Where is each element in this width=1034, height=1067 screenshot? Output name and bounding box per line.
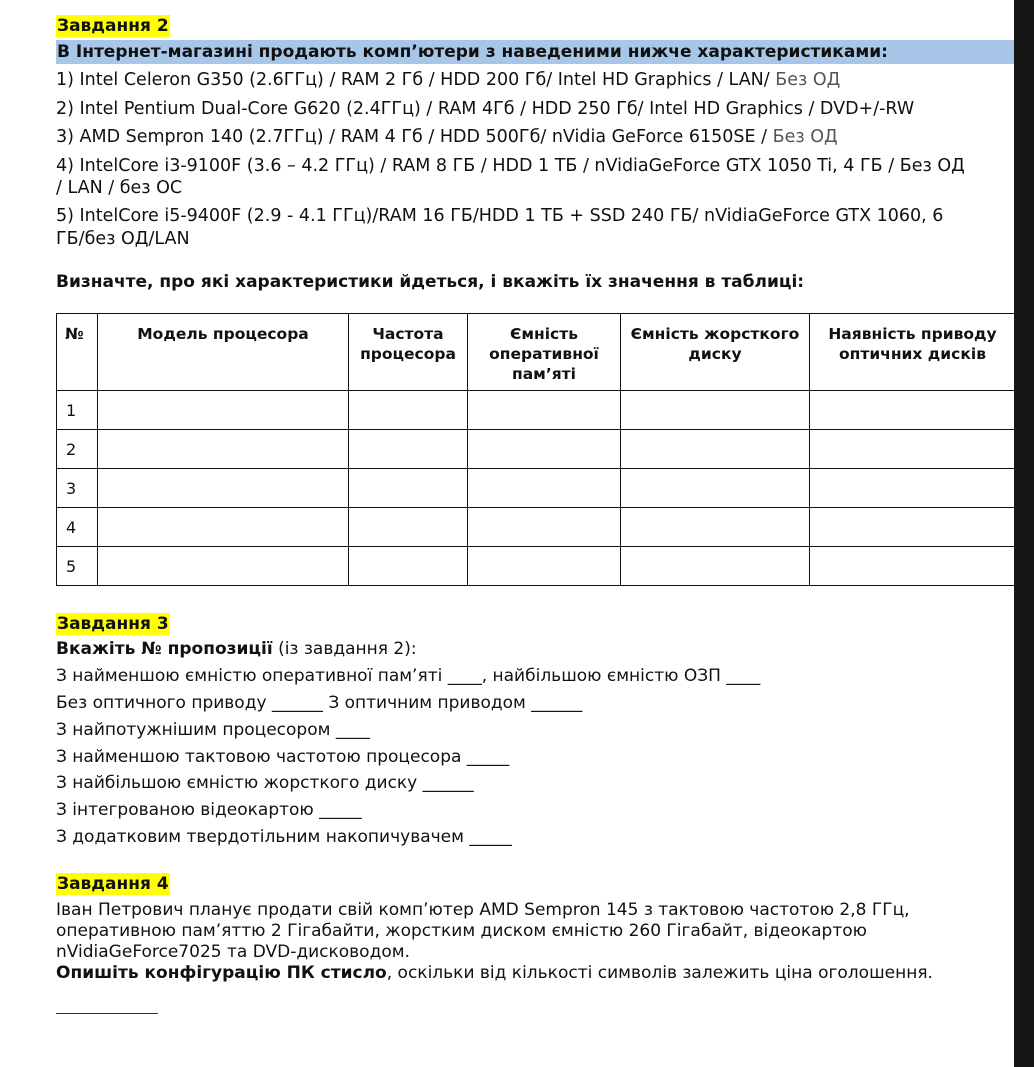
cell-optical-drive[interactable]: [810, 430, 1016, 469]
row-number: 4: [57, 508, 98, 547]
task3-line-powerful-cpu: З найпотужнішим процесором ____: [56, 720, 370, 740]
cell-optical-drive[interactable]: [810, 391, 1016, 430]
table-row: [57, 469, 1016, 508]
cell-optical-drive[interactable]: [810, 469, 1016, 508]
table-row: [57, 430, 1016, 469]
task3-line-ssd: З додатковим твердотільним накопичувачем _____: [56, 827, 512, 847]
offer-4-line-1: 4) IntelCore i3-9100F (3.6 – 4.2 ГГц) / RAM 8 ГБ / HDD 1 ТБ / nVidiaGeForce GTX 1050 Ti, 4 ГБ / Без ОД: [56, 156, 965, 176]
cell-ram-capacity[interactable]: [468, 508, 621, 547]
cell-ram-capacity[interactable]: [468, 469, 621, 508]
offer-5-line-1: 5) IntelCore i5-9400F (2.9 - 4.1 ГГц)/RAM 16 ГБ/HDD 1 ТБ + SSD 240 ГБ/ nVidiaGeForce GTX 1060, 6: [56, 206, 944, 226]
cell-cpu-frequency[interactable]: [349, 391, 468, 430]
cell-cpu-model[interactable]: [98, 508, 349, 547]
offer-2: 2) Intel Pentium Dual-Core G620 (2.4ГГц) / RAM 4Гб / HDD 250 Гб/ Intel HD Graphics / DVD+/-RW: [56, 99, 915, 119]
header-hdd-capacity: Ємність жорсткого диску: [621, 314, 810, 391]
cell-ram-capacity[interactable]: [468, 547, 621, 586]
cell-cpu-model[interactable]: [98, 430, 349, 469]
cell-cpu-frequency[interactable]: [349, 469, 468, 508]
cell-cpu-model[interactable]: [98, 391, 349, 430]
task2-intro-bar: [56, 40, 1014, 64]
task4-text-line-3: nVidiaGeForce7025 та DVD-дисководом.: [56, 942, 410, 962]
offer-3: 3) AMD Sempron 140 (2.7ГГц) / RAM 4 Гб / HDD 500Гб/ nVidia GeForce 6150SE / Без ОД: [56, 127, 838, 147]
header-number: №: [57, 314, 98, 391]
cell-cpu-model[interactable]: [98, 469, 349, 508]
cell-cpu-frequency[interactable]: [349, 547, 468, 586]
cell-optical-drive[interactable]: [810, 547, 1016, 586]
task3-heading: Завдання 3: [57, 614, 169, 634]
cell-hdd-capacity[interactable]: [621, 391, 810, 430]
task3-line-integrated-gpu: З інтегрованою відеокартою _____: [56, 800, 362, 820]
cell-hdd-capacity[interactable]: [621, 547, 810, 586]
task2-heading: Завдання 2: [57, 16, 169, 36]
task3-line-lowest-frequency: З найменшою тактовою частотою процесора _____: [56, 747, 510, 767]
cell-cpu-frequency[interactable]: [349, 508, 468, 547]
row-number: 3: [57, 469, 98, 508]
task4-text-line-1: Іван Петрович планує продати свій комп’ютер AMD Sempron 145 з тактовою частотою 2,8 ГГц,: [56, 900, 910, 920]
task3-line-ram: З найменшою ємністю оперативної пам’яті ____, найбільшою ємністю ОЗП ____: [56, 666, 761, 686]
table-header-row: [57, 314, 1016, 391]
task3-line-optical: Без оптичного приводу ______ З оптичним приводом ______: [56, 693, 583, 713]
cell-hdd-capacity[interactable]: [621, 469, 810, 508]
task4-text-line-2: оперативною пам’яттю 2 Гігабайти, жорстким диском ємністю 260 Гігабайт, відеокартою: [56, 921, 867, 941]
header-cpu-model: Модель процесора: [98, 314, 349, 391]
task3-prompt: Вкажіть № пропозиції (із завдання 2):: [56, 639, 417, 659]
row-number: 2: [57, 430, 98, 469]
cell-optical-drive[interactable]: [810, 508, 1016, 547]
task4-heading: Завдання 4: [57, 874, 169, 894]
task4-instruction: Опишіть конфігурацію ПК стисло, оскільки від кількості символів залежить ціна оголошення.: [56, 963, 933, 983]
table-row: [57, 508, 1016, 547]
cell-cpu-frequency[interactable]: [349, 430, 468, 469]
header-ram-capacity: Ємність оперативної пам’яті: [468, 314, 621, 391]
offer-5-line-2: ГБ/без ОД/LAN: [56, 229, 190, 249]
answer-line[interactable]: [56, 1013, 158, 1014]
row-number: 5: [57, 547, 98, 586]
cell-hdd-capacity[interactable]: [621, 508, 810, 547]
offer-4-line-2: / LAN / без ОС: [56, 178, 183, 198]
cell-ram-capacity[interactable]: [468, 391, 621, 430]
header-optical-drive: Наявність приводу оптичних дисків: [810, 314, 1016, 391]
offer-1: 1) Intel Celeron G350 (2.6ГГц) / RAM 2 Гб / HDD 200 Гб/ Intel HD Graphics / LAN/ Без ОД: [56, 70, 841, 90]
task2-intro: В Інтернет-магазині продають комп’ютери з наведеними нижче характеристиками:: [57, 42, 888, 62]
row-number: 1: [57, 391, 98, 430]
cell-ram-capacity[interactable]: [468, 430, 621, 469]
screen-edge: [1014, 0, 1034, 1067]
cell-hdd-capacity[interactable]: [621, 430, 810, 469]
cell-cpu-model[interactable]: [98, 547, 349, 586]
table-instruction: Визначте, про які характеристики йдеться, і вкажіть їх значення в таблиці:: [56, 272, 805, 292]
header-cpu-frequency: Частота процесора: [349, 314, 468, 391]
table-row: [57, 391, 1016, 430]
answer-table: [56, 313, 1016, 586]
task3-line-largest-hdd: З найбільшою ємністю жорсткого диску ______: [56, 773, 474, 793]
table-row: [57, 547, 1016, 586]
